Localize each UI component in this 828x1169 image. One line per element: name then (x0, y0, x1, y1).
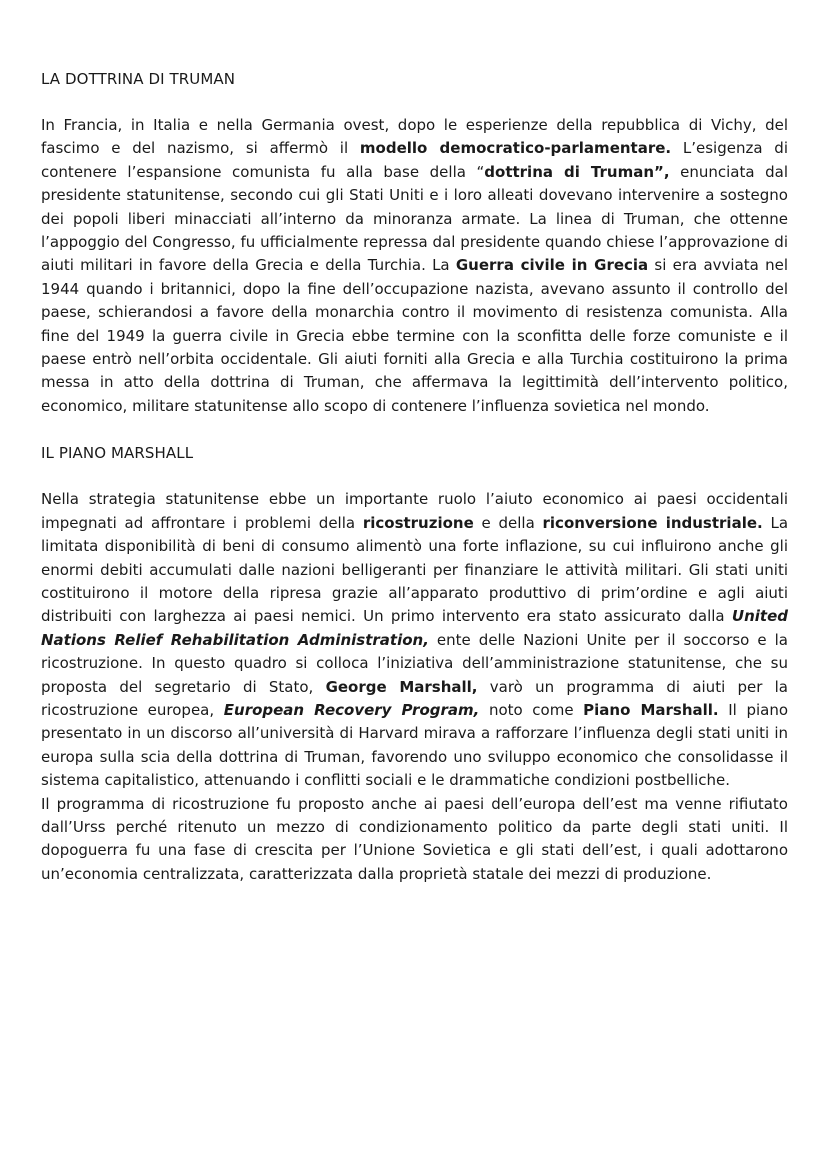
text-run: Il piano presentato in un discorso all’università di Harvard mirava a rafforzare l’influenza degli stati uniti in europa sulla scia della dottrina di Truman, favorendo uno sviluppo economico che consolidasse il sistema capitalistico, attenuando i conflitti sociali e le drammatiche condizioni postbelliche. (41, 700, 789, 790)
text-run: Il programma di ricostruzione fu proposto anche ai paesi dell’europa dell’est ma venne rifiutato dall’Urss perché ritenuto un mezzo di condizionamento politico da parte degli stati uniti. Il dopoguerra fu una fase di crescita per l’Unione Sovietica e gli stati dell’est, i quali adottarono un’economia centralizzata, caratterizzata dalla proprietà statale dei mezzi di produzione. (41, 794, 788, 883)
text-run: ente delle Nazioni Unite per il soccorso e la ricostruzione. In questo quadro si colloca l’iniziativa dell’amministrazione statunitense, che su proposta del segretario di Stato, (41, 630, 788, 696)
text-run: La limitata disponibilità di beni di consumo alimentò una forte inflazione, su cui influirono anche gli enormi debiti accumulati dalle nazioni belligeranti per finanziare le attività militari. Gli stati uniti costituirono il motore della ripresa grazie all’apparato produttivo di prim’ordine e agli aiuti distribuiti con larghezza ai paesi nemici. Un primo intervento era stato assicurato dalla (41, 513, 789, 626)
section-title-truman: LA DOTTRINA DI TRUMAN (41, 70, 236, 88)
bold-text-run: Guerra civile in Grecia (455, 256, 649, 275)
bold-text-run: European Recovery Program, (223, 700, 480, 719)
paragraph-marshall-2 (41, 793, 788, 887)
text-run: e della (473, 513, 543, 532)
bold-text-run: ricostruzione (362, 513, 474, 532)
bold-text-run: Piano Marshall. (583, 700, 719, 719)
text-run: noto come (479, 700, 584, 719)
text-run: si era avviata nel 1944 quando i britannici, dopo la fine dell’occupazione nazista, avevano assunto il controllo del paese, schierandosi a favore della monarchia contro il movimento di resistenza comunista. Alla fine del 1949 la guerra civile in Grecia ebbe termine con la sconfitta delle forze comuniste e il paese entrò nell’orbita occidentale. Gli aiuti forniti alla Grecia e alla Turchia costituirono la prima messa in atto della dottrina di Truman, che affermava la legittimità dell’intervento politico, economico, militare statunitense allo scopo di contenere l’influenza sovietica nel mondo. (41, 256, 788, 415)
text-run: enunciata dal presidente statunitense, secondo cui gli Stati Uniti e i loro alleati dovevano intervenire a sostegno dei popoli liberi minacciati all’interno da minoranza armate. La linea di Truman, che ottenne l’appoggio del Congresso, fu ufficialmente repressa dal presidente quando chiese l’approvazione di aiuti militari in favore della Grecia e della Turchia. La (41, 162, 788, 275)
text-run: L’esigenza di contenere l’espansione comunista fu alla base della “ (41, 139, 788, 181)
bold-text-run: dottrina di Truman”, (484, 162, 670, 181)
text-run: In Francia, in Italia e nella Germania ovest, dopo le esperienze della repubblica di Vichy, del fascimo e del nazismo, si affermò il (41, 116, 788, 158)
bold-text-run: riconversione industriale. (542, 513, 763, 532)
bold-text-run: United Nations Relief Rehabilitation Administration, (41, 607, 788, 649)
text-run: Nella strategia statunitense ebbe un importante ruolo l’aiuto economico ai paesi occidentali impegnati ad affrontare i problemi della (41, 490, 788, 532)
paragraph-marshall-1 (41, 488, 788, 792)
document-content (41, 66, 788, 886)
bold-text-run: modello democratico-parlamentare. (359, 139, 672, 158)
text-run: varò un programma di aiuti per la ricostruzione europea, (41, 677, 788, 719)
paragraph-truman (41, 114, 788, 418)
section-title-marshall: IL PIANO MARSHALL (41, 444, 194, 463)
bold-text-run: George Marshall, (325, 677, 478, 696)
